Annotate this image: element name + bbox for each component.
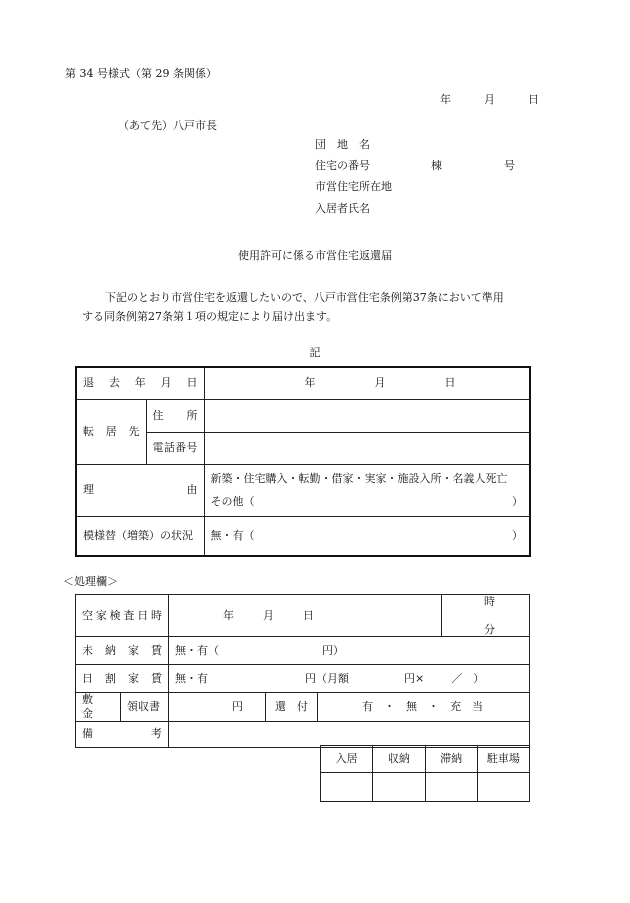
stamp-table bbox=[320, 745, 530, 802]
applicant-danchi: 団 地 名 bbox=[315, 138, 370, 151]
riyu-value-cell bbox=[204, 464, 530, 516]
body-line-1: 下記のとおり市営住宅を返還したいので、八戸市営住宅条例第37条において準用 bbox=[105, 291, 504, 304]
shikikin-yen-cell bbox=[169, 693, 266, 722]
riyu-other-close: ） bbox=[512, 494, 523, 508]
kanpu-value: 有 ・ 無 ・ 充 当 bbox=[362, 700, 483, 714]
stamp-cell-shuno bbox=[373, 773, 425, 802]
kanpu-value-cell bbox=[318, 693, 530, 722]
moyogae-value-cell bbox=[204, 516, 530, 556]
shikikin-label-cell bbox=[76, 693, 121, 722]
applicant-jutaku-bango: 住宅の番号 bbox=[315, 159, 370, 172]
kanpu-label: 還 付 bbox=[275, 700, 308, 714]
taikyo-day: 日 bbox=[444, 376, 456, 390]
document-title: 使用許可に係る市営住宅返還届 bbox=[238, 249, 392, 262]
riyu-options: 新築・住宅購入・転勤・借家・実家・施設入所・名義人死亡 bbox=[210, 471, 508, 485]
stamp-cell-chushajo bbox=[477, 773, 529, 802]
ryoshu-label-cell bbox=[121, 693, 169, 722]
hiwari-slash: ／ bbox=[451, 671, 463, 685]
hiwari-label-cell bbox=[76, 665, 169, 693]
riyu-right: 由 bbox=[186, 483, 198, 497]
taikyo-label: 退 去 年 月 日 bbox=[83, 376, 198, 390]
minou-value: 無・有（ bbox=[175, 643, 219, 657]
body-line-2: する同条例第27条第１項の規定により届け出ます。 bbox=[82, 310, 338, 323]
kensa-label-cell bbox=[76, 595, 169, 637]
taikyo-year: 年 bbox=[304, 376, 316, 390]
kensa-fun: 分 bbox=[484, 622, 496, 636]
biko-label-cell bbox=[76, 721, 169, 747]
biko-value-cell bbox=[169, 721, 530, 747]
riyu-other: その他（ bbox=[210, 494, 255, 508]
minou-value-cell bbox=[169, 637, 530, 665]
stamp-header-tainou: 滞納 bbox=[425, 746, 477, 773]
hiwari-value: 無・有 bbox=[175, 671, 208, 685]
shikikin-label: 敷 金 bbox=[82, 693, 104, 720]
minou-label: 未 納 家 賃 bbox=[82, 643, 162, 657]
hiwari-label: 日 割 家 賃 bbox=[82, 671, 162, 685]
minou-label-cell bbox=[76, 637, 169, 665]
applicant-go: 号 bbox=[504, 159, 515, 172]
applicant-to: 棟 bbox=[431, 159, 442, 172]
denwa-label: 電話番号 bbox=[152, 441, 198, 455]
hiwari-yen: 円（月額 bbox=[305, 671, 349, 685]
date-line bbox=[440, 94, 539, 105]
kensa-year: 年 bbox=[223, 608, 234, 622]
date-month: 月 bbox=[484, 93, 495, 106]
jusho-label: 住 所 bbox=[152, 408, 198, 422]
stamp-cell-nyukyo bbox=[321, 773, 373, 802]
stamp-header-shuno: 収納 bbox=[373, 746, 425, 773]
applicant-shozaichi: 市営住宅所在地 bbox=[315, 180, 392, 193]
moyogae-label: 模様替（増築）の状況 bbox=[83, 528, 193, 542]
date-day: 日 bbox=[528, 93, 539, 106]
hiwari-value-cell bbox=[169, 665, 530, 693]
main-table bbox=[75, 366, 531, 557]
denwa-label-cell bbox=[146, 432, 204, 464]
tenkyo-label-cell bbox=[76, 399, 146, 464]
taikyo-month: 月 bbox=[374, 376, 386, 390]
minou-yen: 円） bbox=[322, 643, 344, 657]
riyu-left: 理 bbox=[83, 483, 94, 497]
kensa-ji: 時 bbox=[484, 595, 496, 608]
denwa-value-cell bbox=[204, 432, 530, 464]
kensa-time-cell bbox=[442, 595, 530, 637]
processing-table bbox=[75, 594, 530, 748]
processing-label: ＜処理欄＞ bbox=[63, 575, 118, 588]
moyogae-label-cell bbox=[76, 516, 204, 556]
stamp-header-chushajo: 駐車場 bbox=[477, 746, 529, 773]
hiwari-close: ） bbox=[473, 671, 485, 685]
moyogae-close: ） bbox=[512, 528, 523, 542]
taikyo-date-cell bbox=[204, 367, 530, 399]
tenkyo-label: 転 居 先 bbox=[83, 424, 140, 438]
hiwari-yen2: 円× bbox=[404, 671, 425, 685]
moyogae-value: 無・有（ bbox=[210, 528, 255, 542]
stamp-header-nyukyo: 入居 bbox=[321, 746, 373, 773]
date-year: 年 bbox=[440, 93, 451, 106]
taikyo-label-cell bbox=[76, 367, 204, 399]
stamp-cell-tainou bbox=[425, 773, 477, 802]
riyu-label-cell bbox=[76, 464, 204, 516]
biko-label: 備 考 bbox=[82, 727, 162, 741]
addressee: （あて先）八戸市長 bbox=[118, 119, 217, 132]
jusho-label-cell bbox=[146, 399, 204, 432]
jusho-value-cell bbox=[204, 399, 530, 432]
kensa-day: 日 bbox=[303, 608, 314, 622]
ryoshu-label: 領収書 bbox=[127, 700, 160, 714]
ki-heading: 記 bbox=[309, 346, 321, 359]
kensa-date-cell bbox=[169, 595, 442, 637]
applicant-kyojusha: 入居者氏名 bbox=[315, 202, 370, 215]
kensa-month: 月 bbox=[263, 608, 274, 622]
form-number: 第 34 号様式（第 29 条関係） bbox=[65, 67, 217, 80]
shikikin-yen: 円 bbox=[232, 700, 243, 714]
kensa-label: 空家検査日時 bbox=[82, 608, 162, 622]
kanpu-label-cell bbox=[266, 693, 318, 722]
